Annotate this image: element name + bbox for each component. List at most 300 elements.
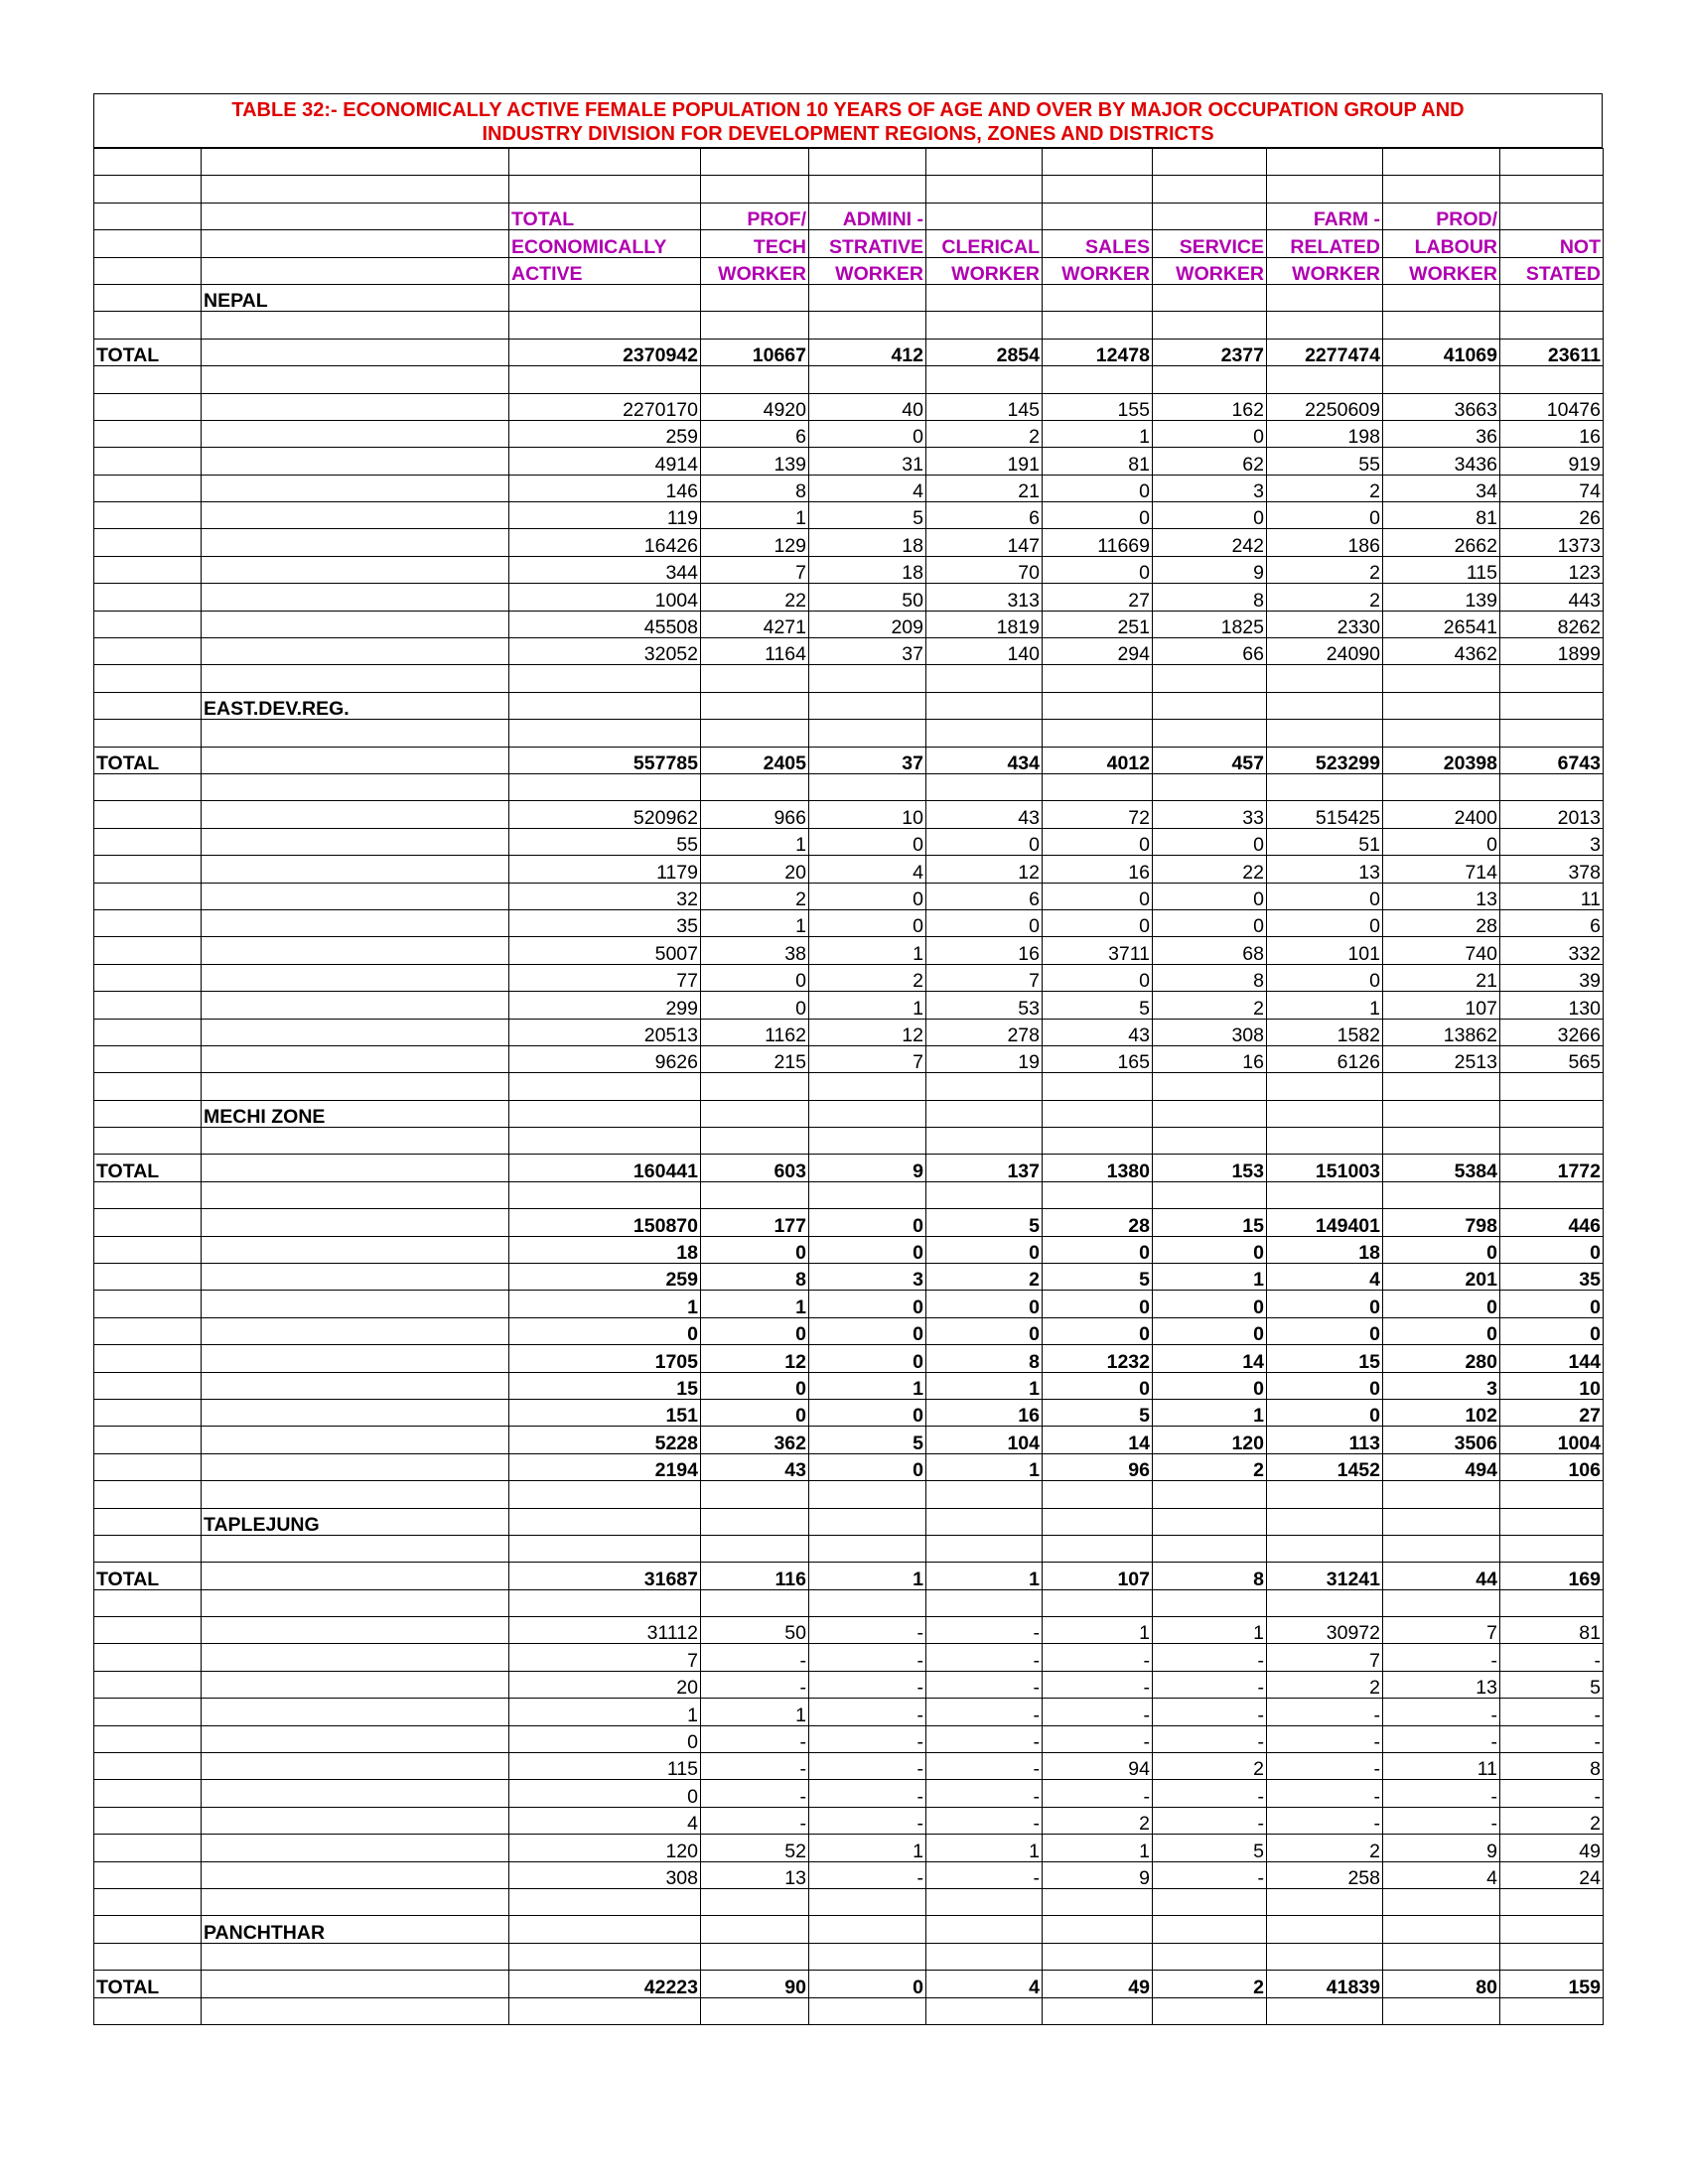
empty-cell [202, 1889, 509, 1916]
data-value: 0 [1043, 475, 1153, 501]
data-value: 3663 [1383, 393, 1500, 420]
empty-cell [809, 1916, 926, 1943]
data-value: - [1267, 1807, 1383, 1834]
data-value: 55 [509, 828, 701, 855]
total-value: 434 [926, 747, 1043, 773]
data-value: - [926, 1725, 1043, 1752]
empty-cell [1500, 1943, 1604, 1970]
total-value: 523299 [1267, 747, 1383, 773]
data-value: 294 [1043, 638, 1153, 665]
data-value: 8 [1153, 964, 1267, 991]
empty-cell [202, 176, 509, 203]
empty-cell [1267, 1943, 1383, 1970]
data-value: 6 [1500, 909, 1604, 936]
data-value: 7 [926, 964, 1043, 991]
data-value: - [926, 1644, 1043, 1671]
empty-cell [701, 1997, 809, 2024]
data-value: 13862 [1383, 1019, 1500, 1045]
data-value: - [809, 1699, 926, 1725]
total-value: 0 [809, 1971, 926, 1997]
empty-cell [202, 1589, 509, 1616]
data-value: 0 [1153, 1372, 1267, 1399]
column-header-cell: WORKER [926, 257, 1043, 284]
data-row [94, 1671, 1604, 1698]
data-value: - [1043, 1671, 1153, 1698]
data-value: 45508 [509, 611, 701, 637]
empty-cell [1153, 1100, 1267, 1127]
empty-cell [1043, 176, 1153, 203]
data-value: 344 [509, 556, 701, 583]
data-value: 107 [1383, 992, 1500, 1019]
empty-cell [202, 1725, 509, 1752]
data-value: 50 [809, 584, 926, 611]
data-value: 20513 [509, 1019, 701, 1045]
data-value: 186 [1267, 529, 1383, 556]
data-row [94, 1644, 1604, 1671]
empty-cell [926, 1508, 1043, 1535]
empty-cell [94, 1617, 202, 1644]
data-value: 1 [809, 1835, 926, 1861]
empty-cell [1153, 1889, 1267, 1916]
data-value: 113 [1267, 1427, 1383, 1453]
data-value: 1899 [1500, 638, 1604, 665]
data-row [94, 1019, 1604, 1045]
empty-cell [94, 1916, 202, 1943]
data-value: - [1153, 1699, 1267, 1725]
empty-cell [1500, 312, 1604, 339]
empty-cell [94, 149, 202, 176]
empty-cell [701, 1589, 809, 1616]
data-value: 0 [809, 909, 926, 936]
empty-cell [202, 420, 509, 447]
data-value: 966 [701, 801, 809, 828]
empty-cell [701, 1916, 809, 1943]
empty-cell [1267, 1916, 1383, 1943]
empty-cell [1500, 692, 1604, 719]
data-value: 30972 [1267, 1617, 1383, 1644]
data-value: 2 [1267, 1671, 1383, 1698]
data-value: 1 [1153, 1399, 1267, 1426]
data-row [94, 611, 1604, 637]
data-row [94, 828, 1604, 855]
data-value: 5228 [509, 1427, 701, 1453]
empty-cell [202, 312, 509, 339]
empty-cell [202, 1453, 509, 1480]
data-value: 101 [1267, 937, 1383, 964]
empty-cell [202, 964, 509, 991]
data-value: 0 [1153, 502, 1267, 529]
data-value: 16 [926, 1399, 1043, 1426]
empty-cell [94, 1725, 202, 1752]
data-value: 20 [701, 856, 809, 883]
empty-cell [94, 1345, 202, 1372]
data-value: 31112 [509, 1617, 701, 1644]
data-table [93, 148, 1604, 2025]
empty-cell [202, 502, 509, 529]
data-value: 2194 [509, 1453, 701, 1480]
empty-cell [94, 801, 202, 828]
data-value: 0 [1153, 1317, 1267, 1344]
data-value: 94 [1043, 1753, 1153, 1780]
empty-cell [94, 176, 202, 203]
data-value: 308 [1153, 1019, 1267, 1045]
empty-cell [1267, 176, 1383, 203]
empty-cell [809, 312, 926, 339]
data-value: 798 [1383, 1209, 1500, 1236]
data-value: 14 [1043, 1427, 1153, 1453]
empty-cell [94, 1427, 202, 1453]
data-value: 9 [1043, 1861, 1153, 1888]
data-value: 18 [809, 556, 926, 583]
data-value: 145 [926, 393, 1043, 420]
data-value: 7 [509, 1644, 701, 1671]
empty-cell [809, 284, 926, 311]
blank-row [94, 1889, 1604, 1916]
blank-row [94, 720, 1604, 747]
empty-cell [202, 665, 509, 692]
empty-cell [94, 1045, 202, 1072]
column-header-cell: SALES [1043, 230, 1153, 257]
total-value: 1380 [1043, 1155, 1153, 1181]
data-value: 52 [701, 1835, 809, 1861]
empty-cell [202, 1481, 509, 1508]
empty-cell [701, 312, 809, 339]
data-row [94, 1045, 1604, 1072]
empty-cell [1267, 1073, 1383, 1100]
empty-cell [1043, 149, 1153, 176]
data-row [94, 556, 1604, 583]
empty-cell [202, 828, 509, 855]
column-header-cell: STATED [1500, 257, 1604, 284]
column-header-cell [1153, 203, 1267, 229]
empty-cell [202, 1073, 509, 1100]
data-value: - [1383, 1807, 1500, 1834]
data-value: - [1153, 1671, 1267, 1698]
column-header-cell: STRATIVE [809, 230, 926, 257]
empty-cell [202, 1372, 509, 1399]
empty-cell [1153, 176, 1267, 203]
data-value: 4 [1267, 1264, 1383, 1291]
total-value: 90 [701, 1971, 809, 1997]
data-value: 53 [926, 992, 1043, 1019]
section-name: MECHI ZONE [202, 1100, 509, 1127]
data-value: 120 [509, 1835, 701, 1861]
data-value: 7 [701, 556, 809, 583]
empty-cell [509, 1997, 701, 2024]
empty-cell [701, 1889, 809, 1916]
blank-row [94, 149, 1604, 176]
data-value: - [1500, 1699, 1604, 1725]
data-value: - [809, 1617, 926, 1644]
data-value: 10476 [1500, 393, 1604, 420]
empty-cell [1383, 366, 1500, 393]
empty-cell [94, 665, 202, 692]
data-value: 2 [926, 420, 1043, 447]
empty-cell [926, 1073, 1043, 1100]
empty-cell [701, 1100, 809, 1127]
empty-cell [926, 176, 1043, 203]
empty-cell [1383, 720, 1500, 747]
empty-cell [94, 1780, 202, 1807]
data-value: 198 [1267, 420, 1383, 447]
data-value: 13 [1267, 856, 1383, 883]
empty-cell [1383, 1100, 1500, 1127]
empty-cell [94, 584, 202, 611]
empty-cell [94, 1019, 202, 1045]
data-value: 191 [926, 448, 1043, 475]
data-value: 259 [509, 1264, 701, 1291]
column-header-row [94, 257, 1604, 284]
data-row [94, 1399, 1604, 1426]
data-value: 2400 [1383, 801, 1500, 828]
data-row [94, 1236, 1604, 1263]
data-value: 8 [701, 475, 809, 501]
empty-cell [202, 1699, 509, 1725]
empty-cell [94, 883, 202, 909]
empty-cell [1383, 149, 1500, 176]
empty-cell [202, 1861, 509, 1888]
column-header-cell: FARM - [1267, 203, 1383, 229]
section-name-row [94, 284, 1604, 311]
section-name-row [94, 1100, 1604, 1127]
data-value: - [1043, 1780, 1153, 1807]
data-value: 1819 [926, 611, 1043, 637]
data-value: 43 [1043, 1019, 1153, 1045]
data-value: 3266 [1500, 1019, 1604, 1045]
data-value: 49 [1500, 1835, 1604, 1861]
data-value: 1452 [1267, 1453, 1383, 1480]
data-value: 1 [809, 1372, 926, 1399]
data-value: 0 [701, 1399, 809, 1426]
data-value: 280 [1383, 1345, 1500, 1372]
data-value: 0 [1500, 1317, 1604, 1344]
empty-cell [701, 1508, 809, 1535]
empty-cell [202, 1155, 509, 1181]
data-value: 0 [701, 1236, 809, 1263]
data-value: 119 [509, 502, 701, 529]
data-value: 7 [1383, 1617, 1500, 1644]
data-value: 8 [1153, 584, 1267, 611]
data-value: 5 [1043, 1264, 1153, 1291]
data-value: 0 [809, 1345, 926, 1372]
empty-cell [809, 720, 926, 747]
empty-cell [1267, 366, 1383, 393]
empty-cell [202, 1617, 509, 1644]
empty-cell [202, 992, 509, 1019]
data-value: - [1500, 1644, 1604, 1671]
data-value: 1 [926, 1372, 1043, 1399]
empty-cell [509, 1181, 701, 1208]
data-value: 31 [809, 448, 926, 475]
empty-cell [1153, 284, 1267, 311]
data-value: 8 [926, 1345, 1043, 1372]
data-value: 2 [1043, 1807, 1153, 1834]
empty-cell [1500, 366, 1604, 393]
empty-cell [202, 856, 509, 883]
empty-cell [509, 692, 701, 719]
empty-cell [1043, 1508, 1153, 1535]
data-value: 70 [926, 556, 1043, 583]
data-value: 0 [926, 1291, 1043, 1317]
total-value: 31241 [1267, 1563, 1383, 1589]
total-value: 44 [1383, 1563, 1500, 1589]
empty-cell [509, 1128, 701, 1155]
empty-cell [1043, 1100, 1153, 1127]
data-value: 4 [1383, 1861, 1500, 1888]
data-value: - [926, 1699, 1043, 1725]
data-value: 3436 [1383, 448, 1500, 475]
data-value: - [926, 1807, 1043, 1834]
empty-cell [809, 1481, 926, 1508]
empty-cell [509, 1889, 701, 1916]
total-row [94, 339, 1604, 365]
data-value: 0 [1043, 964, 1153, 991]
empty-cell [1153, 312, 1267, 339]
empty-cell [1267, 1181, 1383, 1208]
data-value: 66 [1153, 638, 1267, 665]
data-value: 2513 [1383, 1045, 1500, 1072]
empty-cell [202, 448, 509, 475]
data-value: - [1267, 1725, 1383, 1752]
data-value: 0 [809, 1209, 926, 1236]
total-value: 1 [926, 1563, 1043, 1589]
data-row [94, 529, 1604, 556]
blank-row [94, 1128, 1604, 1155]
empty-cell [94, 1861, 202, 1888]
data-value: 16 [1500, 420, 1604, 447]
total-value: 23611 [1500, 339, 1604, 365]
empty-cell [926, 312, 1043, 339]
data-value: 0 [1043, 828, 1153, 855]
data-value: 0 [926, 828, 1043, 855]
data-value: 74 [1500, 475, 1604, 501]
data-value: - [809, 1725, 926, 1752]
empty-cell [1043, 1181, 1153, 1208]
empty-cell [1383, 176, 1500, 203]
data-value: 12 [701, 1345, 809, 1372]
data-value: - [1043, 1644, 1153, 1671]
empty-cell [202, 257, 509, 284]
data-value: 9 [1383, 1835, 1500, 1861]
empty-cell [1500, 284, 1604, 311]
data-value: 3711 [1043, 937, 1153, 964]
data-value: 115 [509, 1753, 701, 1780]
empty-cell [1500, 1589, 1604, 1616]
empty-cell [701, 665, 809, 692]
data-value: 77 [509, 964, 701, 991]
empty-cell [1043, 773, 1153, 800]
empty-cell [1153, 1181, 1267, 1208]
data-row [94, 992, 1604, 1019]
data-row [94, 909, 1604, 936]
data-value: - [701, 1725, 809, 1752]
data-value: 0 [809, 1236, 926, 1263]
empty-cell [1153, 1535, 1267, 1562]
data-row [94, 1780, 1604, 1807]
empty-cell [1153, 1943, 1267, 1970]
empty-cell [202, 1045, 509, 1072]
empty-cell [1383, 1128, 1500, 1155]
total-value: 37 [809, 747, 926, 773]
empty-cell [701, 176, 809, 203]
column-header-cell: NOT [1500, 230, 1604, 257]
empty-cell [1383, 284, 1500, 311]
empty-cell [809, 1589, 926, 1616]
data-value: 0 [1383, 1291, 1500, 1317]
empty-cell [94, 1209, 202, 1236]
data-value: 0 [1267, 1291, 1383, 1317]
data-row [94, 448, 1604, 475]
empty-cell [1500, 1889, 1604, 1916]
data-value: 22 [701, 584, 809, 611]
data-value: 0 [509, 1317, 701, 1344]
data-value: 1825 [1153, 611, 1267, 637]
data-value: 740 [1383, 937, 1500, 964]
total-value: 49 [1043, 1971, 1153, 1997]
data-value: 5 [1500, 1671, 1604, 1698]
section-name: TAPLEJUNG [202, 1508, 509, 1535]
data-value: - [1153, 1644, 1267, 1671]
data-row [94, 502, 1604, 529]
blank-row [94, 665, 1604, 692]
empty-cell [509, 1508, 701, 1535]
data-value: 1582 [1267, 1019, 1383, 1045]
total-label: TOTAL [94, 1155, 202, 1181]
data-value: - [1043, 1725, 1153, 1752]
data-value: 10 [1500, 1372, 1604, 1399]
data-value: 33 [1153, 801, 1267, 828]
data-value: - [701, 1753, 809, 1780]
data-value: 1 [701, 1291, 809, 1317]
data-value: 26541 [1383, 611, 1500, 637]
data-value: 6 [926, 883, 1043, 909]
data-row [94, 1807, 1604, 1834]
data-row [94, 964, 1604, 991]
data-value: 102 [1383, 1399, 1500, 1426]
data-value: 5007 [509, 937, 701, 964]
empty-cell [94, 230, 202, 257]
title-line-1: TABLE 32:- ECONOMICALLY ACTIVE FEMALE POPULATION 10 YEARS OF AGE AND OVER BY MAJOR OCCUPATION GROUP AND [231, 99, 1465, 121]
data-row [94, 1699, 1604, 1725]
data-row [94, 393, 1604, 420]
empty-cell [926, 149, 1043, 176]
data-value: 139 [701, 448, 809, 475]
data-value: 0 [1383, 1236, 1500, 1263]
column-header-cell: WORKER [809, 257, 926, 284]
empty-cell [202, 1997, 509, 2024]
data-value: 32052 [509, 638, 701, 665]
data-value: 10 [809, 801, 926, 828]
data-value: 1 [1153, 1617, 1267, 1644]
total-label: TOTAL [94, 1971, 202, 1997]
empty-cell [1043, 1535, 1153, 1562]
total-value: 42223 [509, 1971, 701, 1997]
empty-cell [94, 1372, 202, 1399]
blank-row [94, 1535, 1604, 1562]
empty-cell [926, 1100, 1043, 1127]
empty-cell [1153, 1508, 1267, 1535]
data-value: 4 [809, 475, 926, 501]
data-value: 3 [1383, 1372, 1500, 1399]
data-value: 13 [701, 1861, 809, 1888]
empty-cell [1383, 665, 1500, 692]
data-value: 96 [1043, 1453, 1153, 1480]
data-value: 3 [1153, 475, 1267, 501]
column-header-cell: CLERICAL [926, 230, 1043, 257]
data-value: 1 [926, 1835, 1043, 1861]
data-value: 35 [1500, 1264, 1604, 1291]
empty-cell [926, 284, 1043, 311]
